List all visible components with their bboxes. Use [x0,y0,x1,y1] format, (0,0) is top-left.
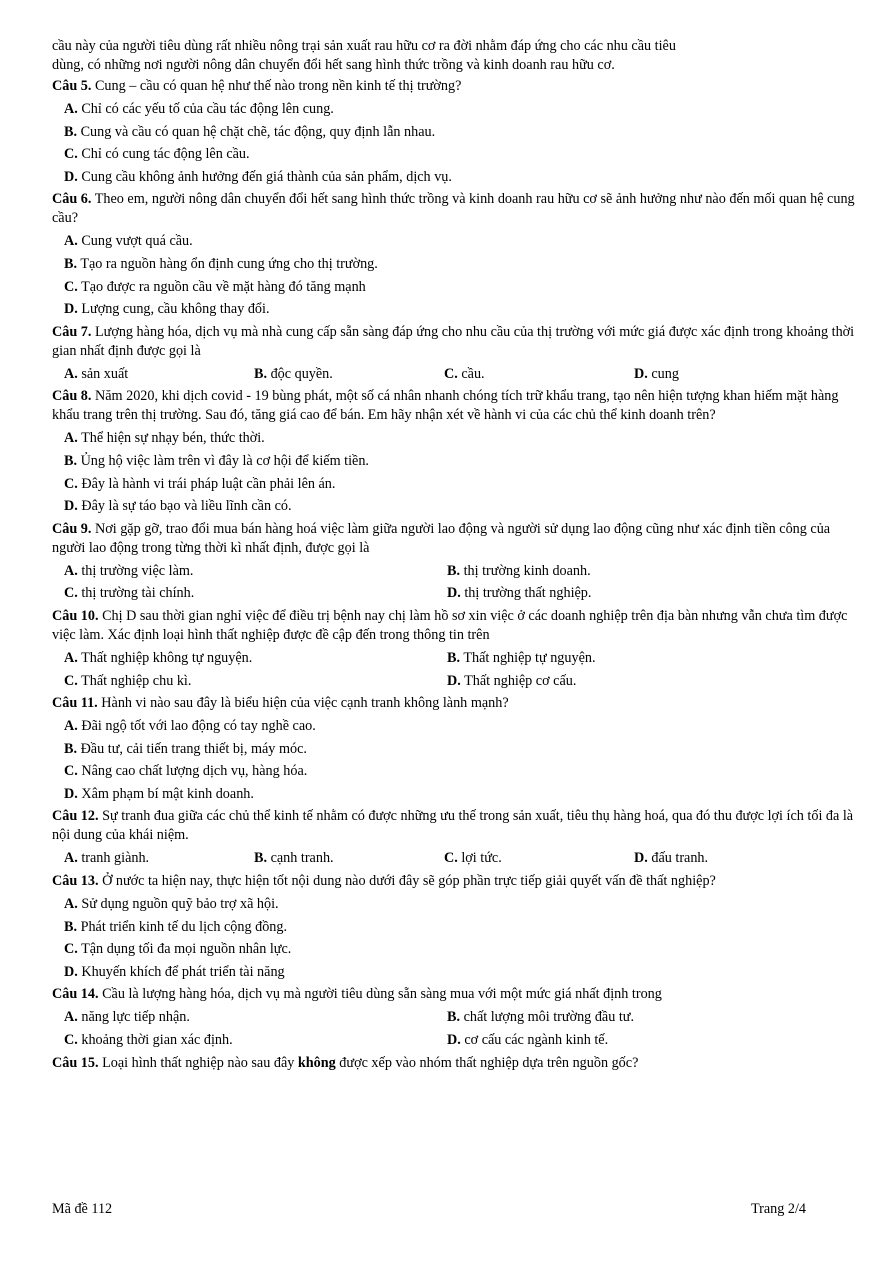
question-7: Câu 7. Lượng hàng hóa, dịch vụ mà nhà cung cấp sẵn sàng đáp ứng cho nhu cầu của thị trường với mức giá được xác định trong khoảng thời gian nhất định được gọi là [52,323,855,359]
answer-option: B. Tạo ra nguồn hàng ổn định cung ứng cho thị trường. [64,255,378,272]
answer-option: C. cầu. [444,365,485,382]
question-11: Câu 11. Hành vi nào sau đây là biểu hiện của việc cạnh tranh không lành mạnh? [52,695,509,712]
answer-row [52,1008,858,1027]
exam-code: Mã đề 112 [52,1201,113,1217]
intro-line: cầu này của người tiêu dùng rất nhiều nông trại sản xuất rau hữu cơ ra đời nhằm đáp ứng cho các nhu cầu tiêu [52,38,676,54]
answer-option: A. thị trường việc làm. [64,562,194,579]
question-5: Câu 5. Cung – cầu có quan hệ như thế nào trong nền kinh tế thị trường? [52,78,462,94]
answer-option: C. thị trường tài chính. [64,585,195,602]
exam-page [52,37,858,1077]
intro-paragraph [52,37,858,75]
answer-option: A. năng lực tiếp nhận. [64,1009,190,1026]
answer-option: C. Chỉ có cung tác động lên cầu. [64,146,250,163]
answer-option: C. Tận dụng tối đa mọi nguồn nhân lực. [64,941,292,958]
answer-row [52,649,858,668]
answer-row [52,365,858,384]
answer-option: D. cơ cấu các ngành kinh tế. [447,1032,609,1049]
question-15: Câu 15. Loại hình thất nghiệp nào sau đây không được xếp vào nhóm thất nghiệp dựa trên nguồn gốc? [52,1054,639,1071]
page-footer [52,1201,806,1218]
answer-option: B. chất lượng môi trường đầu tư. [447,1009,635,1026]
question-10: Câu 10. Chị D sau thời gian nghỉ việc để điều trị bệnh nay chị làm hồ sơ xin việc ở các doanh nghiệp trên địa bàn nhưng vẫn chưa tìm được việc làm. Xác định loại hình thất nghiệp được đề cập đến trong thông tin trên [52,607,848,643]
intro-line: dùng, có những nơi người nông dân chuyển đổi hết sang hình thức trồng và kinh doanh rau hữu cơ. [52,57,615,73]
answer-row [52,672,858,691]
answer-option: B. cạnh tranh. [254,850,334,867]
answer-option: D. cung [634,365,679,382]
question-8: Câu 8. Năm 2020, khi dịch covid - 19 bùng phát, một số cá nhân nhanh chóng tích trữ khẩu trang, tạo nên hiện tượng khan hiếm mặt hàng khẩu trang trên thị trường. Sau đó, tăng giá cao để bán. Em hãy nhận xét về hành vi của các chủ thể kinh doanh trên? [52,388,839,424]
answer-row [52,584,858,603]
page-number: Trang 2/4 [750,1201,806,1217]
question-13: Câu 13. Ở nước ta hiện nay, thực hiện tốt nội dung nào dưới đây sẽ góp phần trực tiếp giải quyết vấn đề thất nghiệp? [52,873,716,890]
question-6: Câu 6. Theo em, người nông dân chuyển đổi hết sang hình thức trồng và kinh doanh rau hữu cơ sẽ ảnh hưởng như nào đến mối quan hệ cung cầu? [52,191,855,227]
answer-option: B. Phát triển kinh tế du lịch cộng đồng. [64,918,288,935]
answer-option: A. tranh giành. [64,850,150,867]
answer-option: A. Sử dụng nguồn quỹ bảo trợ xã hội. [64,896,279,913]
answer-option: D. đấu tranh. [634,850,709,867]
answer-option: B. Cung và cầu có quan hệ chặt chẽ, tác động, quy định lẫn nhau. [64,123,436,140]
answer-option: B. thị trường kinh doanh. [447,562,591,579]
answer-option: D. Xâm phạm bí mật kinh doanh. [64,785,254,802]
answer-option: C. lợi tức. [444,850,502,867]
answer-option: C. Nâng cao chất lượng dịch vụ, hàng hóa. [64,763,308,780]
answer-row [52,849,858,868]
answer-option: A. Chỉ có các yếu tố của cầu tác động lên cung. [64,101,334,117]
question-12: Câu 12. Sự tranh đua giữa các chủ thể kinh tế nhằm có được những ưu thế trong sản xuất, tiêu thụ hàng hoá, qua đó thu được lợi ích tối đa là nội dung của khái niệm. [52,808,854,844]
answer-option: A. Thể hiện sự nhạy bén, thức thời. [64,430,265,447]
answer-option: A. sản xuất [64,365,129,382]
answer-option: D. thị trường thất nghiệp. [447,585,592,602]
answer-option: C. Đây là hành vi trái pháp luật cần phải lên án. [64,475,336,492]
answer-option: B. Đầu tư, cải tiến trang thiết bị, máy móc. [64,740,307,757]
answer-option: A. Thất nghiệp không tự nguyện. [64,649,253,666]
answer-option: B. Thất nghiệp tự nguyện. [447,649,596,666]
answer-option: A. Đãi ngộ tốt với lao động có tay nghề cao. [64,718,316,735]
answer-row [52,1031,858,1050]
question-9: Câu 9. Nơi gặp gỡ, trao đổi mua bán hàng hoá việc làm giữa người lao động và người sử dụng lao động cũng như xác định tiền công của người lao động trong từng thời kì nhất định, được gọi là [52,520,831,556]
answer-row [52,562,858,581]
answer-option: D. Cung cầu không ảnh hưởng đến giá thành của sản phẩm, dịch vụ. [64,168,452,185]
answer-option: D. Lượng cung, cầu không thay đổi. [64,301,270,318]
question-14: Câu 14. Cầu là lượng hàng hóa, dịch vụ mà người tiêu dùng sẵn sàng mua với một mức giá nhất định trong [52,986,662,1003]
answer-option: C. Tạo được ra nguồn cầu về mặt hàng đó tăng mạnh [64,278,366,295]
answer-option: C. Thất nghiệp chu kì. [64,672,192,689]
answer-option: B. độc quyền. [254,365,333,382]
answer-option: D. Khuyến khích để phát triển tài năng [64,963,285,980]
answer-option: D. Đây là sự táo bạo và liều lĩnh cần có. [64,498,292,515]
answer-option: A. Cung vượt quá cầu. [64,233,193,250]
answer-option: D. Thất nghiệp cơ cấu. [447,672,577,689]
answer-option: C. khoảng thời gian xác định. [64,1032,233,1049]
answer-option: B. Ủng hộ việc làm trên vì đây là cơ hội để kiếm tiền. [64,452,369,469]
